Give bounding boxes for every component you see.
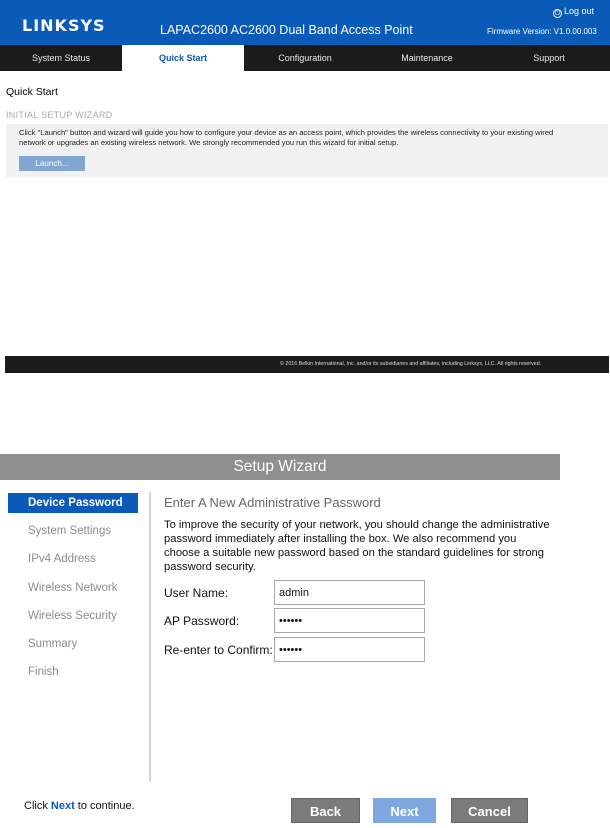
main-nav: [0, 45, 610, 71]
vertical-divider: [149, 492, 151, 782]
step-wireless-security[interactable]: Wireless Security: [28, 609, 117, 622]
user-name-input[interactable]: [274, 580, 425, 605]
user-name-label: User Name:: [164, 586, 229, 600]
tab-configuration[interactable]: Configuration: [278, 53, 332, 63]
password-heading: Enter A New Administrative Password: [164, 495, 381, 510]
step-system-settings[interactable]: System Settings: [28, 525, 112, 538]
tab-quick-start[interactable]: Quick Start: [122, 45, 244, 71]
tab-maintenance[interactable]: Maintenance: [401, 53, 453, 63]
step-wireless-network[interactable]: Wireless Network: [28, 581, 118, 594]
wizard-title: Setup Wizard: [0, 454, 560, 480]
continue-suffix: to continue.: [74, 800, 135, 812]
ap-password-input[interactable]: [274, 608, 425, 633]
section-heading: INITIAL SETUP WIZARD: [6, 110, 113, 120]
confirm-password-label: Re-enter to Confirm:: [164, 643, 273, 657]
step-device-password[interactable]: Device Password: [8, 493, 138, 513]
device-title: LAPAC2600 AC2600 Dual Band Access Point: [160, 23, 413, 37]
linksys-logo: LINKSYS: [22, 16, 106, 35]
continue-next-word: Next: [50, 800, 75, 812]
step-summary[interactable]: Summary: [28, 637, 78, 650]
tab-support[interactable]: Support: [533, 53, 565, 63]
power-icon: ⏻: [554, 10, 561, 17]
copyright-text: © 2016 Belkin International, Inc. and/or its subsidiaries and affiliates, including Linksys, LLC. All rights reserved.: [280, 361, 542, 367]
ap-password-label: AP Password:: [164, 614, 240, 628]
logout-link[interactable]: [553, 6, 594, 18]
page-title: Quick Start: [6, 86, 58, 98]
firmware-version: Firmware Version: V1.0.00.003: [487, 27, 597, 36]
confirm-password-input[interactable]: [274, 637, 425, 662]
cancel-button[interactable]: Cancel: [451, 798, 528, 823]
wizard-description: Click "Launch" button and wizard will guide you how to configure your device as an access point, which provides the wireless connectivity to your existing wired network or upgrades an existing wireless network. We strongly recommended you run this wizard for initial setup.: [19, 128, 554, 147]
back-button[interactable]: Back: [291, 798, 360, 823]
tab-system-status[interactable]: System Status: [31, 53, 91, 63]
next-button[interactable]: Next: [373, 798, 436, 823]
continue-prefix: Click: [24, 800, 51, 812]
step-ipv4-address[interactable]: IPv4 Address: [28, 553, 96, 566]
wizard-steps: [8, 493, 138, 690]
password-description: To improve the security of your network, you should change the administrative password immediately after installing the box. We also recommend you choose a suitable new password based on the standard guidelines for strong password security.: [164, 519, 550, 573]
logout-label: Log out: [564, 6, 595, 16]
continue-hint: [24, 800, 135, 813]
step-finish[interactable]: Finish: [28, 666, 59, 679]
launch-button[interactable]: Launch...: [19, 156, 85, 171]
